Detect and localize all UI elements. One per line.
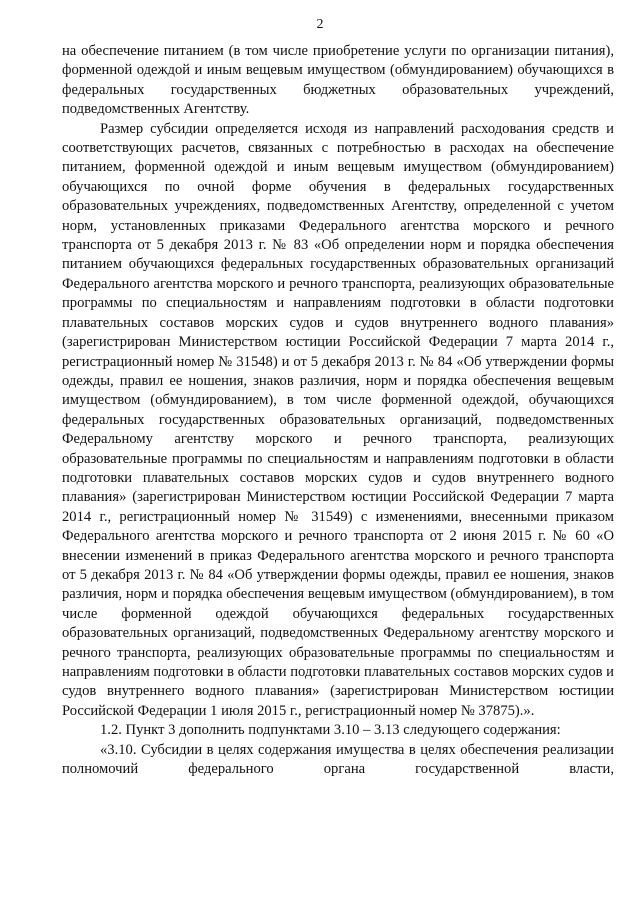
paragraph-subsidy-size: Размер субсидии определяется исходя из направлений расходования средств и соответствующих расчетов, связанных с потребностью в расходах на обеспечение питанием, форменной одеждой и иным вещевым имуществом (обмундированием) обучающихся по очной форме обучения в федеральных государственных образовательных учреждениях, подведомственных Агентству, определенной с учетом норм, установленных приказами Федерального агентства морского и речного транспорта от 5 декабря 2013 г. № 83 «Об определении норм и порядка обеспечения питанием обучающихся федеральных государственных образовательных организаций Федерального агентства морского и речного транспорта, реализующих образовательные программы по специальностям и направлениям подготовки в области подготовки плавательных составов морских судов и судов внутреннего водного плавания» (зарегистрирован Министерством юстиции Российской Федерации 7 марта 2014 г., регистрационный номер № 31548) и от 5 декабря 2013 г. № 84 «Об утверждении формы одежды, правил ее ношения, знаков различия, норм и порядка обеспечения вещевым имуществом (обмундированием), в том числе форменной одеждой, обучающихся федеральных государственных образовательных организаций, подведомственных Федеральному агентству морского и речного транспорта, реализующих образовательные программы по специальностям и направлениям подготовки в области подготовки плавательных составов морских судов и судов внутреннего водного плавания» (зарегистрирован Министерством юстиции Российской Федерации 7 марта 2014 г., регистрационный номер № 31549) с изменениями, внесенными приказом Федерального агентства морского и речного транспорта от 2 июня 2015 г. № 60 «О внесении изменений в приказ Федерального агентства морского и речного транспорта от 5 декабря 2013 г. № 84 «Об утверждении формы одежды, правил ее ношения, знаков различия, норм и порядка обеспечения вещевым имуществом (обмундированием), в том числе форменной одеждой обучающихся федеральных государственных образовательных организаций, подведомственных Федеральному агентству морского и речного транспорта, реализующих образовательные программы по специальностям и направлениям подготовки в области подготовки плавательных составов морских судов и судов внутреннего водного плавания» (зарегистрирован Министерством юстиции Российской Федерации 1 июля 2015 г., регистрационный номер № 37875).». [62,120,614,719]
paragraph-item-1-2: 1.2. Пункт 3 дополнить подпунктами 3.10 – 3.13 следующего содержания: [100,722,561,739]
page-number: 2 [316,17,324,32]
document-body [62,42,614,779]
paragraph-continuation: на обеспечение питанием (в том числе приобретение услуги по организации питания), форменной одеждой и иным вещевым имуществом (обмундированием) обучающихся в федеральных государственных бюджетных образовательных учреждений, подведомственных Агентству. [62,43,614,118]
paragraph-item-3-10: «3.10. Субсидии в целях содержания имущества в целях обеспечения реализации полномочий федерального органа государственной власти, [62,741,614,778]
